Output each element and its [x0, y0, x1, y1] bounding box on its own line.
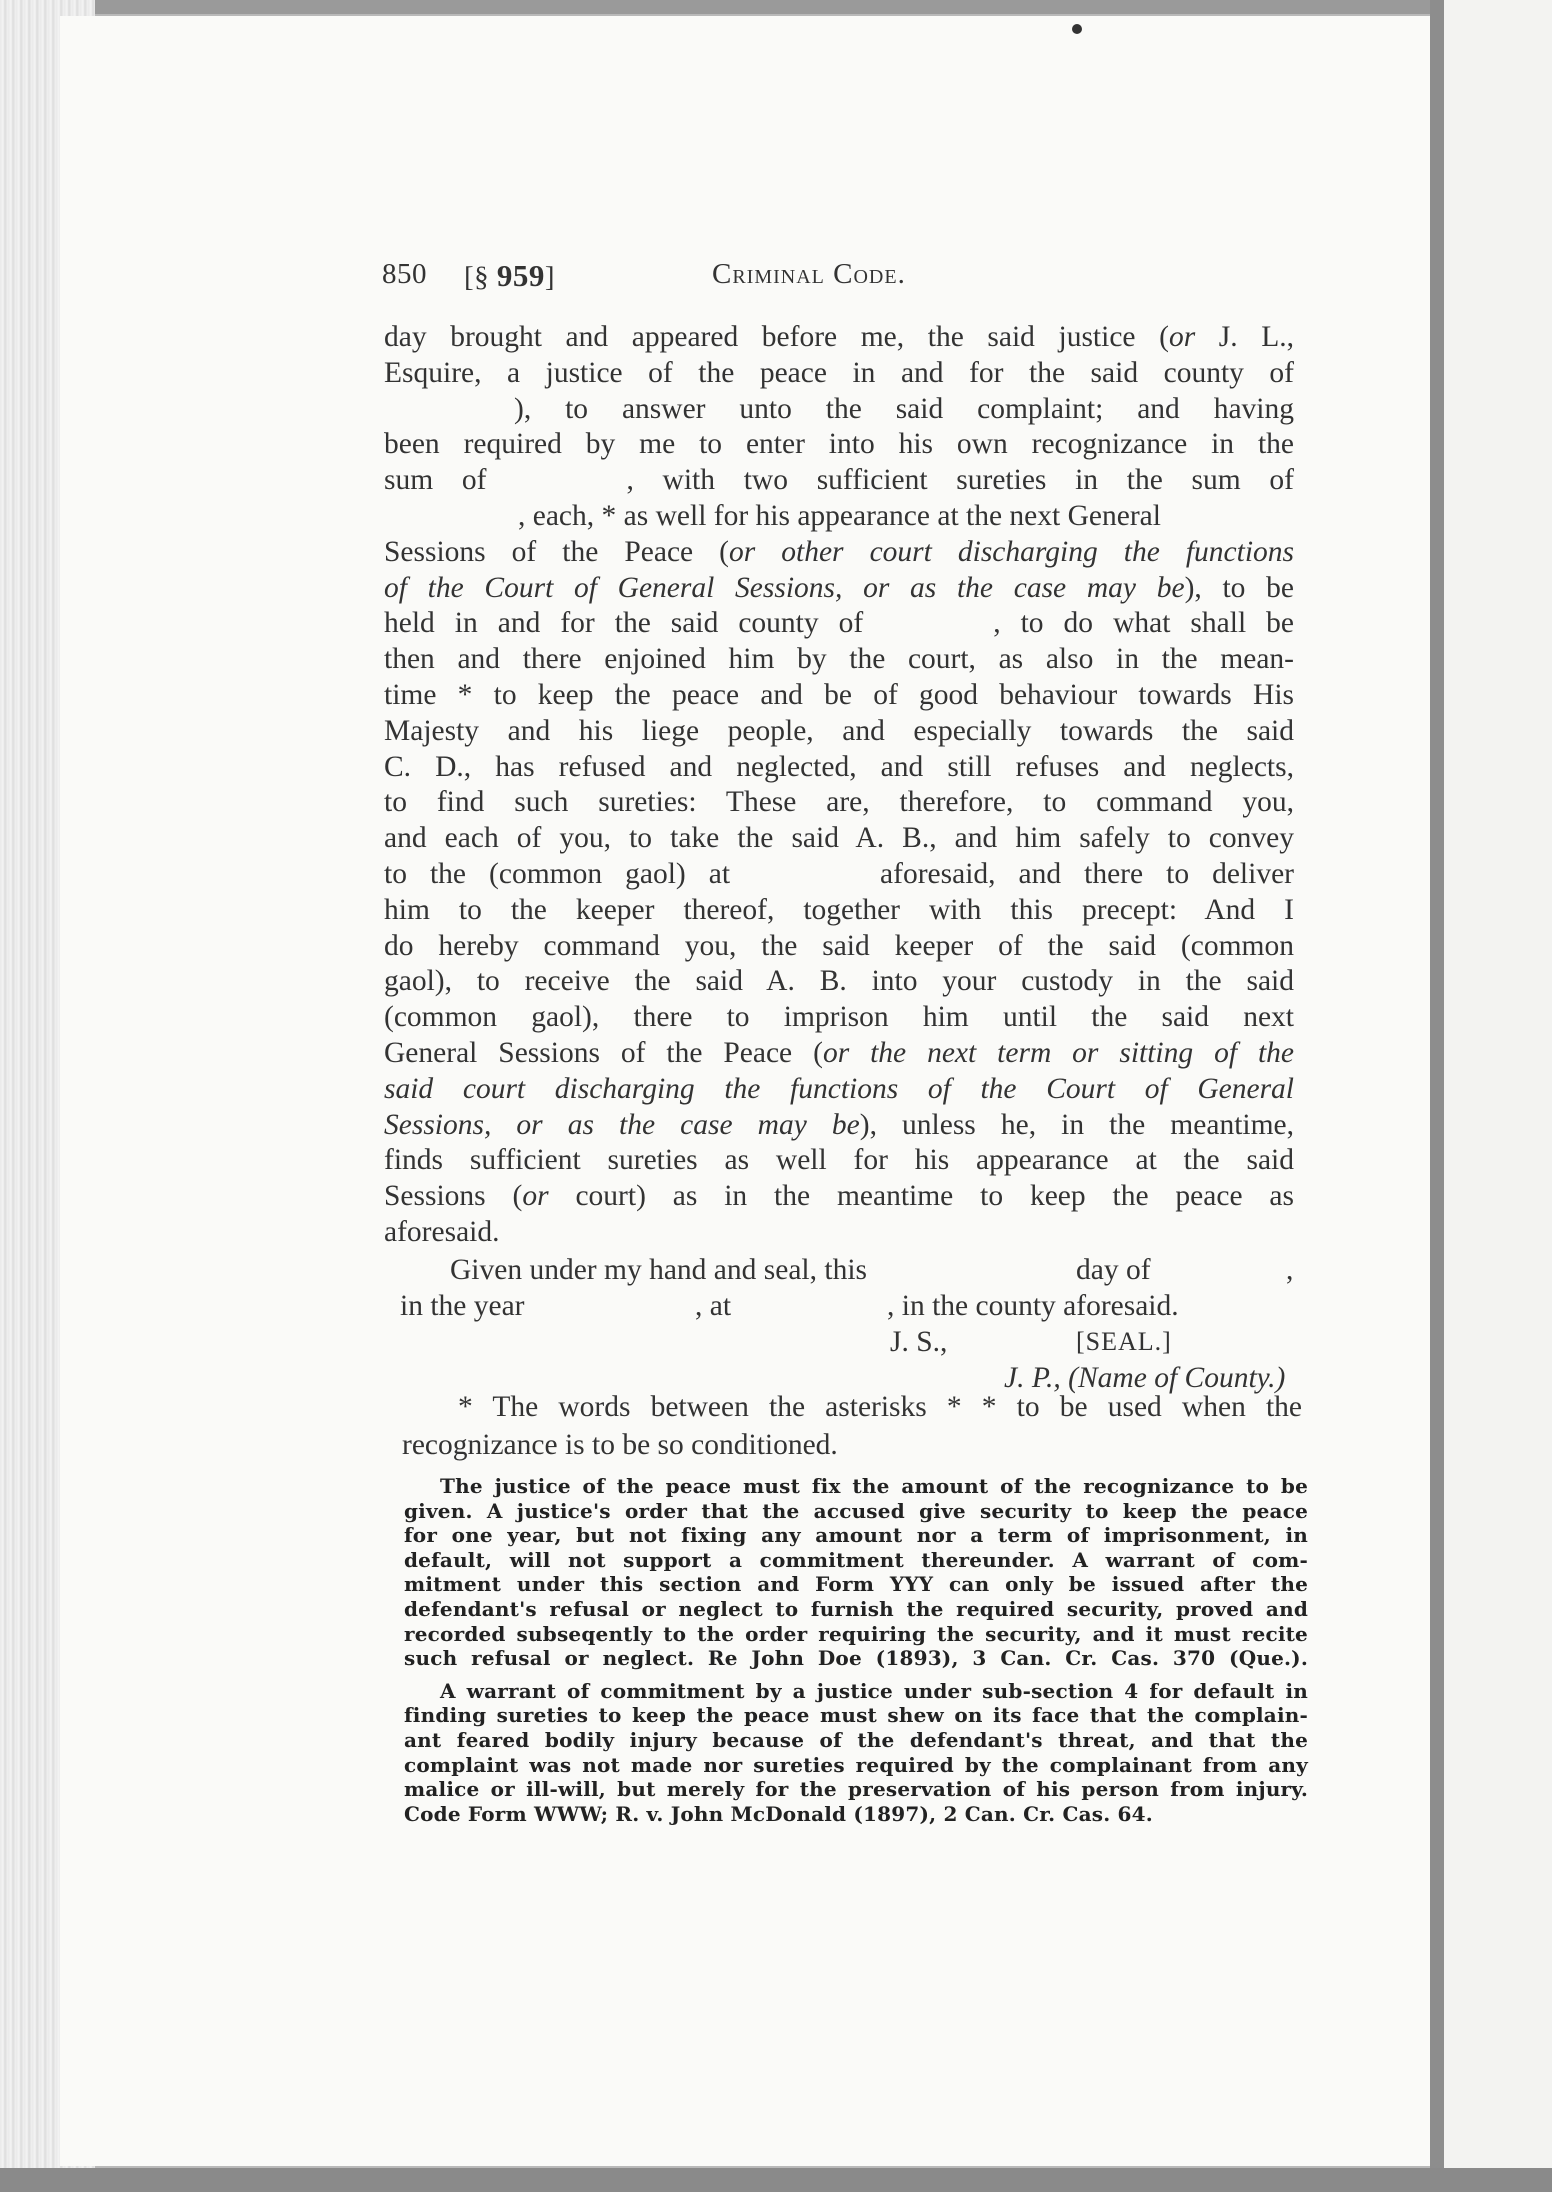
- note-line: Code Form WWW; R. v. John McDonald (1897), 2 Can. Cr. Cas. 64.: [404, 1801, 1153, 1826]
- note-line: finding sureties to keep the peace must shew on its face that the complain-: [404, 1703, 1308, 1728]
- note-line: ant feared bodily injury because of the defendant's threat, and that the: [404, 1727, 1308, 1752]
- text-line: to the (common gaol) at aforesaid, and there to deliver: [384, 857, 1294, 890]
- text-line: do hereby command you, the said keeper of the said (common: [384, 929, 1294, 962]
- text-line: Sessions of the Peace (or other court discharging the functions: [384, 535, 1294, 568]
- in-the-year-text: in the year: [400, 1290, 525, 1322]
- text-line: to find such sureties: These are, therefore, to command you,: [384, 786, 1294, 819]
- text-line: General Sessions of the Peace (or the next term or sitting of the: [384, 1036, 1294, 1069]
- text-line: , each, * as well for his appearance at the next General: [518, 499, 1161, 532]
- section-reference: [§ 959]: [464, 258, 556, 293]
- text-line: ), to answer unto the said complaint; and having: [514, 392, 1294, 425]
- footnote-line: * The words between the asterisks * * to be used when the: [458, 1391, 1302, 1423]
- text-line: sum of , with two sufficient sureties in the sum of: [384, 464, 1294, 497]
- text-line: held in and for the said county of , to do what shall be: [384, 607, 1294, 640]
- text-line: (common gaol), there to imprison him until the said next: [384, 1001, 1294, 1034]
- justice-designation: J. P., (Name of County.): [1004, 1362, 1286, 1394]
- text-line: of the Court of General Sessions, or as the case may be), to be: [384, 571, 1294, 604]
- form-body-text: [384, 320, 1294, 1251]
- text-line: time * to keep the peace and be of good behaviour towards His: [384, 678, 1294, 711]
- text-line: day brought and appeared before me, the said justice (or J. L.,: [384, 321, 1294, 353]
- note-line: malice or ill-will, but merely for the preservation of his person from injury.: [404, 1777, 1308, 1802]
- note-line: mitment under this section and Form YYY can only be issued after the: [404, 1572, 1308, 1597]
- note-line: default, will not support a commitment thereunder. A warrant of com-: [404, 1547, 1308, 1572]
- page-number: 850: [382, 258, 427, 290]
- note-line: complaint was not made nor sureties required by the complainant from any: [404, 1752, 1308, 1777]
- text-line: then and there enjoined him by the court, as also in the mean-: [384, 643, 1294, 676]
- note-line: for one year, but not fixing any amount nor a term of imprisonment, in: [404, 1523, 1308, 1548]
- county-text: , in the county aforesaid.: [887, 1290, 1179, 1322]
- text-line: Sessions, or as the case may be), unless he, in the meantime,: [384, 1108, 1294, 1141]
- ink-speck: [1072, 24, 1082, 34]
- book-gutter: [1430, 0, 1444, 2192]
- note-line: A warrant of commitment by a justice under sub-section 4 for default in: [440, 1678, 1308, 1703]
- text-line: and each of you, to take the said A. B., and him safely to convey: [384, 822, 1294, 855]
- signature-initials: J. S.,: [890, 1326, 948, 1358]
- running-title: Criminal Code.: [712, 258, 906, 290]
- annotation-notes: [404, 1474, 1308, 1826]
- text-line: Esquire, a justice of the peace in and for the said county of: [384, 356, 1294, 389]
- section-number: 959: [496, 258, 545, 293]
- footnote-line: recognizance is to be so conditioned.: [402, 1429, 838, 1461]
- day-of-text: day of: [1076, 1254, 1151, 1286]
- asterisk-footnote: [402, 1388, 1302, 1464]
- note-line: recorded subseqently to the order requiring the security, and it must recite: [404, 1621, 1308, 1646]
- note-line: given. A justice's order that the accused give security to keep the peace: [404, 1498, 1308, 1523]
- facing-page: [1444, 0, 1552, 2192]
- seal-mark: [SEAL.]: [1076, 1327, 1172, 1356]
- text-line: him to the keeper thereof, together with this precept: And I: [384, 893, 1294, 926]
- text-line: aforesaid.: [384, 1215, 500, 1248]
- note-line: defendant's refusal or neglect to furnish the required security, proved and: [404, 1596, 1308, 1621]
- note-line: such refusal or neglect. Re John Doe (1893), 3 Can. Cr. Cas. 370 (Que.).: [404, 1646, 1308, 1671]
- scan-top-border: [0, 0, 1552, 14]
- scan-bottom-border: [0, 2168, 1552, 2192]
- text-line: Sessions (or court) as in the meantime to keep the peace as: [384, 1180, 1294, 1213]
- text-line: said court discharging the functions of the Court of General: [384, 1072, 1294, 1105]
- at-text: , at: [695, 1290, 732, 1322]
- text-line: been required by me to enter into his own recognizance in the: [384, 428, 1294, 461]
- text-line: Majesty and his liege people, and especially towards the said: [384, 714, 1294, 747]
- running-header: [382, 258, 942, 298]
- text-line: gaol), to receive the said A. B. into your custody in the said: [384, 965, 1294, 998]
- text-line: C. D., has refused and neglected, and still refuses and neglects,: [384, 750, 1294, 783]
- given-under-text: Given under my hand and seal, this: [450, 1254, 868, 1286]
- text-line: finds sufficient sureties as well for his appearance at the said: [384, 1144, 1294, 1177]
- note-line: The justice of the peace must fix the amount of the recognizance to be: [440, 1474, 1308, 1498]
- attestation-block: Given under my hand and seal, this day of , in the year , at , in the county aforesaid. J. S., [SEAL.] J. P., (Name of County.): [400, 1254, 1294, 1394]
